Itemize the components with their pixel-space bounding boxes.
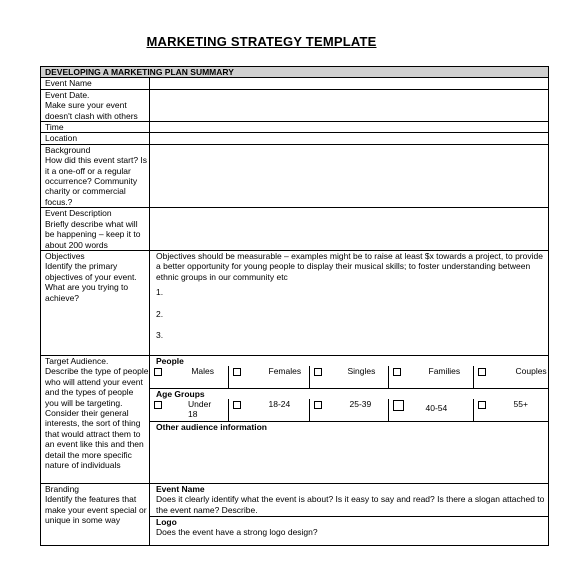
option-singles: Singles bbox=[347, 365, 376, 376]
option-females: Females bbox=[268, 365, 302, 376]
people-label: People bbox=[156, 355, 184, 366]
option-25-39: 25-39 bbox=[349, 398, 372, 409]
value-event-description[interactable] bbox=[150, 208, 549, 251]
logo-section[interactable] bbox=[150, 517, 548, 538]
label-event-description: Event Description Briefly describe what will be happening – keep it to about 200 words bbox=[41, 208, 150, 251]
document-title: MARKETING STRATEGY TEMPLATE bbox=[146, 34, 377, 49]
checkbox-18-24[interactable] bbox=[233, 401, 241, 409]
label-event-name: Event Name bbox=[41, 78, 150, 89]
objective-1: 1. bbox=[156, 287, 164, 298]
people-section bbox=[150, 356, 548, 389]
label-target-audience: Target Audience. Describe the type of people who will attend your event and the types of people you will be targeting. Consider their general interests, the sort of thing that would attract them to an event like this and then detail the more specific nature of individuals bbox=[41, 355, 150, 483]
label-time: Time bbox=[41, 122, 150, 133]
brand-event-name-text: Does it clearly identify what the event is about? Is it easy to say and read? Is there a slogan attached to the event name? Describe. bbox=[156, 494, 545, 515]
age-groups-section bbox=[150, 389, 548, 422]
logo-text: Does the event have a strong logo design? bbox=[156, 527, 318, 538]
objectives-guidance: Objectives should be measurable – examples might be to raise at least $x towards a project, to provide a better opportunity for young people to display their musical skills; to foster understanding between ethnic groups in our community etc bbox=[156, 250, 543, 282]
label-objectives: Objectives Identify the primary objectives of your event. What are you trying to achieve? bbox=[41, 250, 150, 355]
value-time[interactable] bbox=[150, 122, 549, 133]
value-branding bbox=[150, 483, 549, 545]
value-location[interactable] bbox=[150, 133, 549, 144]
checkbox-singles[interactable] bbox=[314, 368, 322, 376]
option-families: Families bbox=[428, 365, 461, 376]
value-target-audience bbox=[150, 355, 549, 483]
value-event-date[interactable] bbox=[150, 89, 549, 121]
option-under-18: Under 18 bbox=[188, 398, 212, 420]
checkbox-families[interactable] bbox=[393, 368, 401, 376]
value-event-name[interactable] bbox=[150, 78, 549, 89]
value-background[interactable] bbox=[150, 144, 549, 207]
logo-label: Logo bbox=[156, 516, 177, 527]
value-objectives[interactable] bbox=[150, 250, 549, 355]
marketing-plan-table bbox=[40, 66, 549, 546]
option-18-24: 18-24 bbox=[268, 398, 291, 409]
objective-3: 3. bbox=[156, 329, 164, 340]
label-event-date: Event Date. Make sure your event doesn't clash with others bbox=[41, 89, 150, 121]
checkbox-under-18[interactable] bbox=[154, 401, 162, 409]
checkbox-couples[interactable] bbox=[478, 368, 486, 376]
label-location: Location bbox=[41, 133, 150, 144]
table-header: DEVELOPING A MARKETING PLAN SUMMARY bbox=[41, 67, 549, 78]
brand-event-name-section[interactable] bbox=[150, 484, 548, 517]
checkbox-40-54[interactable] bbox=[393, 400, 404, 411]
checkbox-males[interactable] bbox=[154, 368, 162, 376]
brand-event-name-label: Event Name bbox=[156, 483, 205, 494]
other-audience-label: Other audience information bbox=[156, 421, 267, 432]
checkbox-55-plus[interactable] bbox=[478, 401, 486, 409]
checkbox-females[interactable] bbox=[233, 368, 241, 376]
option-55-plus: 55+ bbox=[513, 398, 528, 409]
label-background: Background How did this event start? Is it a one-off or a regular occurrence? Community charity or commercial focus.? bbox=[41, 144, 150, 207]
option-males: Males bbox=[191, 365, 214, 376]
option-40-54: 40-54 bbox=[425, 402, 448, 413]
checkbox-25-39[interactable] bbox=[314, 401, 322, 409]
objective-2: 2. bbox=[156, 308, 164, 319]
option-couples: Couples bbox=[515, 365, 547, 376]
label-branding: Branding Identify the features that make your event special or unique in some way bbox=[41, 483, 150, 545]
age-groups-label: Age Groups bbox=[156, 388, 205, 399]
